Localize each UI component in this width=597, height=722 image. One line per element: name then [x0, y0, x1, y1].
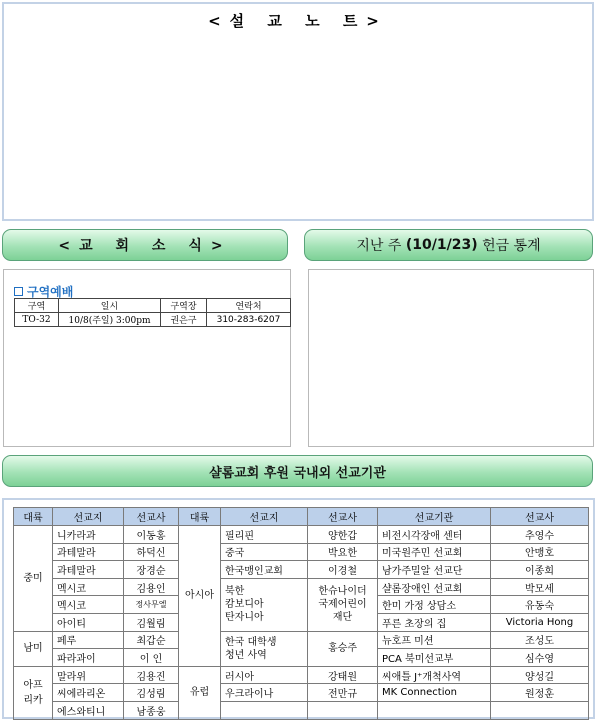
mission-field: 파라과이	[53, 649, 124, 667]
table-row	[14, 684, 589, 702]
missions-banner: 샬롬교회 후원 국내외 선교기관	[2, 455, 593, 487]
region-cell: 남미	[14, 631, 53, 666]
mission-field: 북한 캄보디아 탄자니아	[221, 578, 308, 631]
missionary: 홍승주	[308, 631, 378, 666]
mission-field: 과테말라	[53, 561, 124, 579]
offering-title-suffix: 헌금 통계	[482, 238, 541, 254]
mission-field: 멕시코	[53, 596, 124, 614]
region-cell: 중미	[14, 526, 53, 632]
mission-field: 한국 대학생 청년 사역	[221, 631, 308, 666]
missionary: 원정훈	[491, 684, 589, 702]
missionary: 조성도	[491, 631, 589, 649]
sermon-notes-box	[2, 2, 594, 221]
mission-field: 말라위	[53, 666, 124, 684]
missionary: 전만규	[308, 684, 378, 702]
missionary: 김용인	[124, 578, 179, 596]
offering-title-date: (10/1/23)	[405, 237, 478, 253]
missionary: Victoria Hong	[491, 613, 589, 631]
missionary: 강태원	[308, 666, 378, 684]
missionary: 한슈나이더 국제어린이 재단	[308, 578, 378, 631]
column-header: 선교사	[124, 508, 179, 526]
district-cell: 권은구	[161, 313, 207, 327]
mission-field: 한국맹인교회	[221, 561, 308, 579]
mission-field: 과테말라	[53, 543, 124, 561]
column-header: 선교사	[491, 508, 589, 526]
table-header-row	[15, 299, 291, 313]
square-bullet-icon	[14, 287, 23, 296]
missionary: 박요한	[308, 543, 378, 561]
table-row	[14, 561, 589, 579]
mission-org: 샬롬장애인 선교회	[378, 578, 491, 596]
mission-org: MK Connection	[378, 684, 491, 702]
empty-cell	[378, 701, 491, 719]
mission-org: 한미 가정 상담소	[378, 596, 491, 614]
column-header: 선교사	[308, 508, 378, 526]
missionary: 이종희	[491, 561, 589, 579]
empty-cell	[491, 701, 589, 719]
empty-cell	[221, 701, 308, 719]
missionary: 양한갑	[308, 526, 378, 544]
mission-org: 푸른 초장의 집	[378, 613, 491, 631]
offering-title-prefix: 지난 주	[356, 238, 402, 254]
mission-field: 멕시코	[53, 578, 124, 596]
mission-field: 씨에라리온	[53, 684, 124, 702]
church-news-banner: <교 회 소 식>	[2, 229, 288, 261]
missionary: 이동홍	[124, 526, 179, 544]
column-header: 연락처	[207, 299, 291, 313]
mission-org: 씨애틀 J⁺개척사역	[378, 666, 491, 684]
table-row	[14, 631, 589, 649]
table-row	[14, 578, 589, 596]
missionary: 최갑순	[124, 631, 179, 649]
column-header: 대륙	[14, 508, 53, 526]
region-cell: 유럽	[179, 666, 221, 719]
column-header: 선교지	[221, 508, 308, 526]
mission-field: 니카라과	[53, 526, 124, 544]
missionary: 김월림	[124, 613, 179, 631]
column-header: 선교지	[53, 508, 124, 526]
missionary: 이경철	[308, 561, 378, 579]
region-cell: 아프 리카	[14, 666, 53, 719]
district-cell: TO-32	[15, 313, 59, 327]
mission-field: 에스와티니	[53, 701, 124, 719]
district-cell: 310-283-6207	[207, 313, 291, 327]
table-row	[14, 526, 589, 544]
missions-table	[13, 507, 589, 720]
district-worship-label: 구역예배	[27, 285, 74, 299]
missions-box	[2, 498, 595, 719]
table-row	[15, 313, 291, 327]
offering-stats-banner	[304, 229, 593, 261]
missionary: 박모세	[491, 578, 589, 596]
missionary: 김용진	[124, 666, 179, 684]
missionary: 안맹호	[491, 543, 589, 561]
church-news-box	[3, 269, 291, 447]
mission-org: 미국원주민 선교회	[378, 543, 491, 561]
mission-field: 필리핀	[221, 526, 308, 544]
mission-field: 우크라이나	[221, 684, 308, 702]
mission-field: 중국	[221, 543, 308, 561]
missionary: 장경순	[124, 561, 179, 579]
missionary: 유동숙	[491, 596, 589, 614]
district-cell: 10/8(주일) 3:00pm	[59, 313, 161, 327]
column-header: 선교기관	[378, 508, 491, 526]
region-cell: 아시아	[179, 526, 221, 667]
table-header-row	[14, 508, 589, 526]
column-header: 대륙	[179, 508, 221, 526]
missionary: 김성림	[124, 684, 179, 702]
mission-org: 뉴호프 미션	[378, 631, 491, 649]
mission-org: PCA 북미선교부	[378, 649, 491, 667]
table-row	[14, 666, 589, 684]
sermon-notes-title: <설 교 노 트>	[208, 12, 388, 30]
table-row	[14, 543, 589, 561]
empty-cell	[308, 701, 378, 719]
mission-org: 비전시각장애 센터	[378, 526, 491, 544]
mission-field: 러시아	[221, 666, 308, 684]
missionary: 이 인	[124, 649, 179, 667]
mission-org: 남가주밀알 선교단	[378, 561, 491, 579]
missionary: 양성길	[491, 666, 589, 684]
missionary: 추영수	[491, 526, 589, 544]
table-row	[14, 701, 589, 719]
column-header: 일시	[59, 299, 161, 313]
missionary: 정사무엘	[124, 596, 179, 614]
column-header: 구역장	[161, 299, 207, 313]
district-worship-table	[14, 298, 291, 327]
offering-stats-box	[308, 269, 594, 447]
missionary: 남종웅	[124, 701, 179, 719]
mission-field: 페루	[53, 631, 124, 649]
missionary: 심수영	[491, 649, 589, 667]
mission-field: 아이티	[53, 613, 124, 631]
column-header: 구역	[15, 299, 59, 313]
missionary: 하덕신	[124, 543, 179, 561]
